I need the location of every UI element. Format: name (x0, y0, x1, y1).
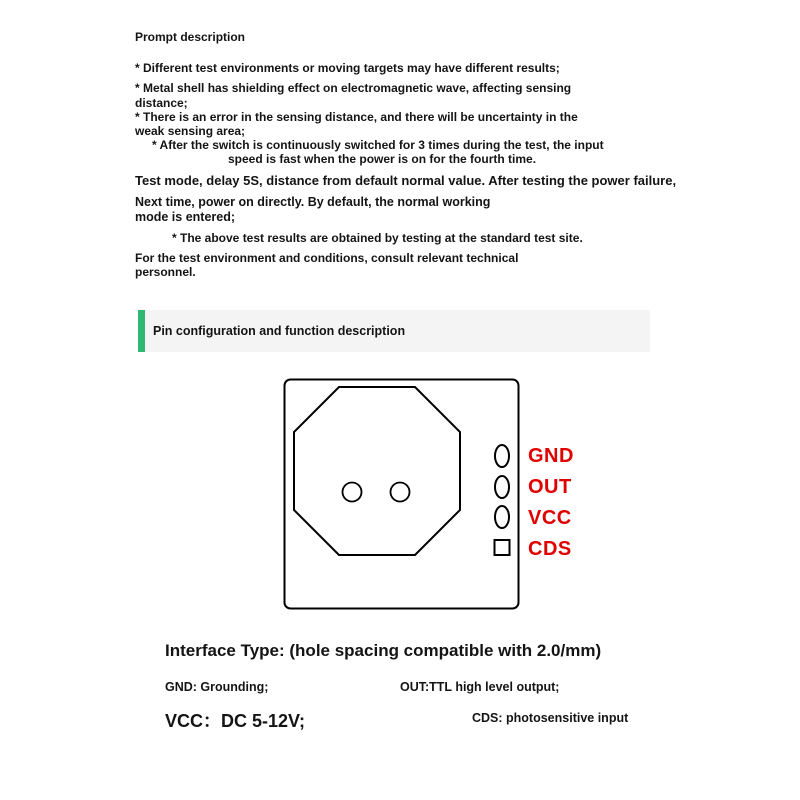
prompt-line: * The above test results are obtained by testing at the standard test site. (172, 231, 583, 245)
gnd-description: GND: Grounding; (165, 680, 269, 694)
module-diagram-svg (283, 378, 520, 610)
cds-description: CDS: photosensitive input (472, 711, 629, 725)
pin-label-gnd: GND (528, 445, 574, 467)
prompt-line: Test mode, delay 5S, distance from default normal value. After testing the power failure, (135, 173, 677, 188)
interface-type-title: Interface Type: (hole spacing compatible with 2.0/mm) (165, 641, 602, 660)
pin-label-vcc: VCC (528, 507, 572, 529)
vcc-description: VCC：DC 5-12V; (165, 711, 306, 731)
pin-cds-pad (495, 540, 510, 555)
prompt-line: Next time, power on directly. By default, the normal working (135, 195, 491, 209)
prompt-line: * After the switch is continuously switched for 3 times during the test, the input (152, 138, 604, 152)
prompt-line: For the test environment and conditions, consult relevant technical (135, 251, 519, 265)
pin-out-pad (495, 476, 509, 498)
prompt-line: distance; (135, 96, 188, 110)
sensor-octagon-outline (294, 387, 460, 555)
pin-vcc-pad (495, 506, 509, 528)
pin-label-cds: CDS (528, 538, 572, 560)
sensor-hole-left (343, 483, 362, 502)
sensor-hole-right (391, 483, 410, 502)
module-diagram (283, 378, 520, 610)
pin-section-header (138, 310, 650, 352)
out-description: OUT:TTL high level output; (400, 680, 560, 694)
prompt-line: weak sensing area; (135, 124, 246, 138)
prompt-line: * Different test environments or moving targets may have different results; (135, 61, 560, 75)
prompt-section-title: Prompt description (135, 30, 246, 44)
prompt-line: personnel. (135, 265, 196, 279)
prompt-line: * Metal shell has shielding effect on electromagnetic wave, affecting sensing (135, 81, 572, 95)
pin-section-header-label: Pin configuration and function description (153, 324, 406, 338)
green-accent-bar (138, 310, 145, 352)
pin-label-out: OUT (528, 476, 572, 498)
prompt-line: mode is entered; (135, 210, 236, 224)
prompt-line: speed is fast when the power is on for the fourth time. (228, 152, 537, 166)
prompt-line: * There is an error in the sensing distance, and there will be uncertainty in the (135, 110, 578, 124)
pin-gnd-pad (495, 445, 509, 467)
